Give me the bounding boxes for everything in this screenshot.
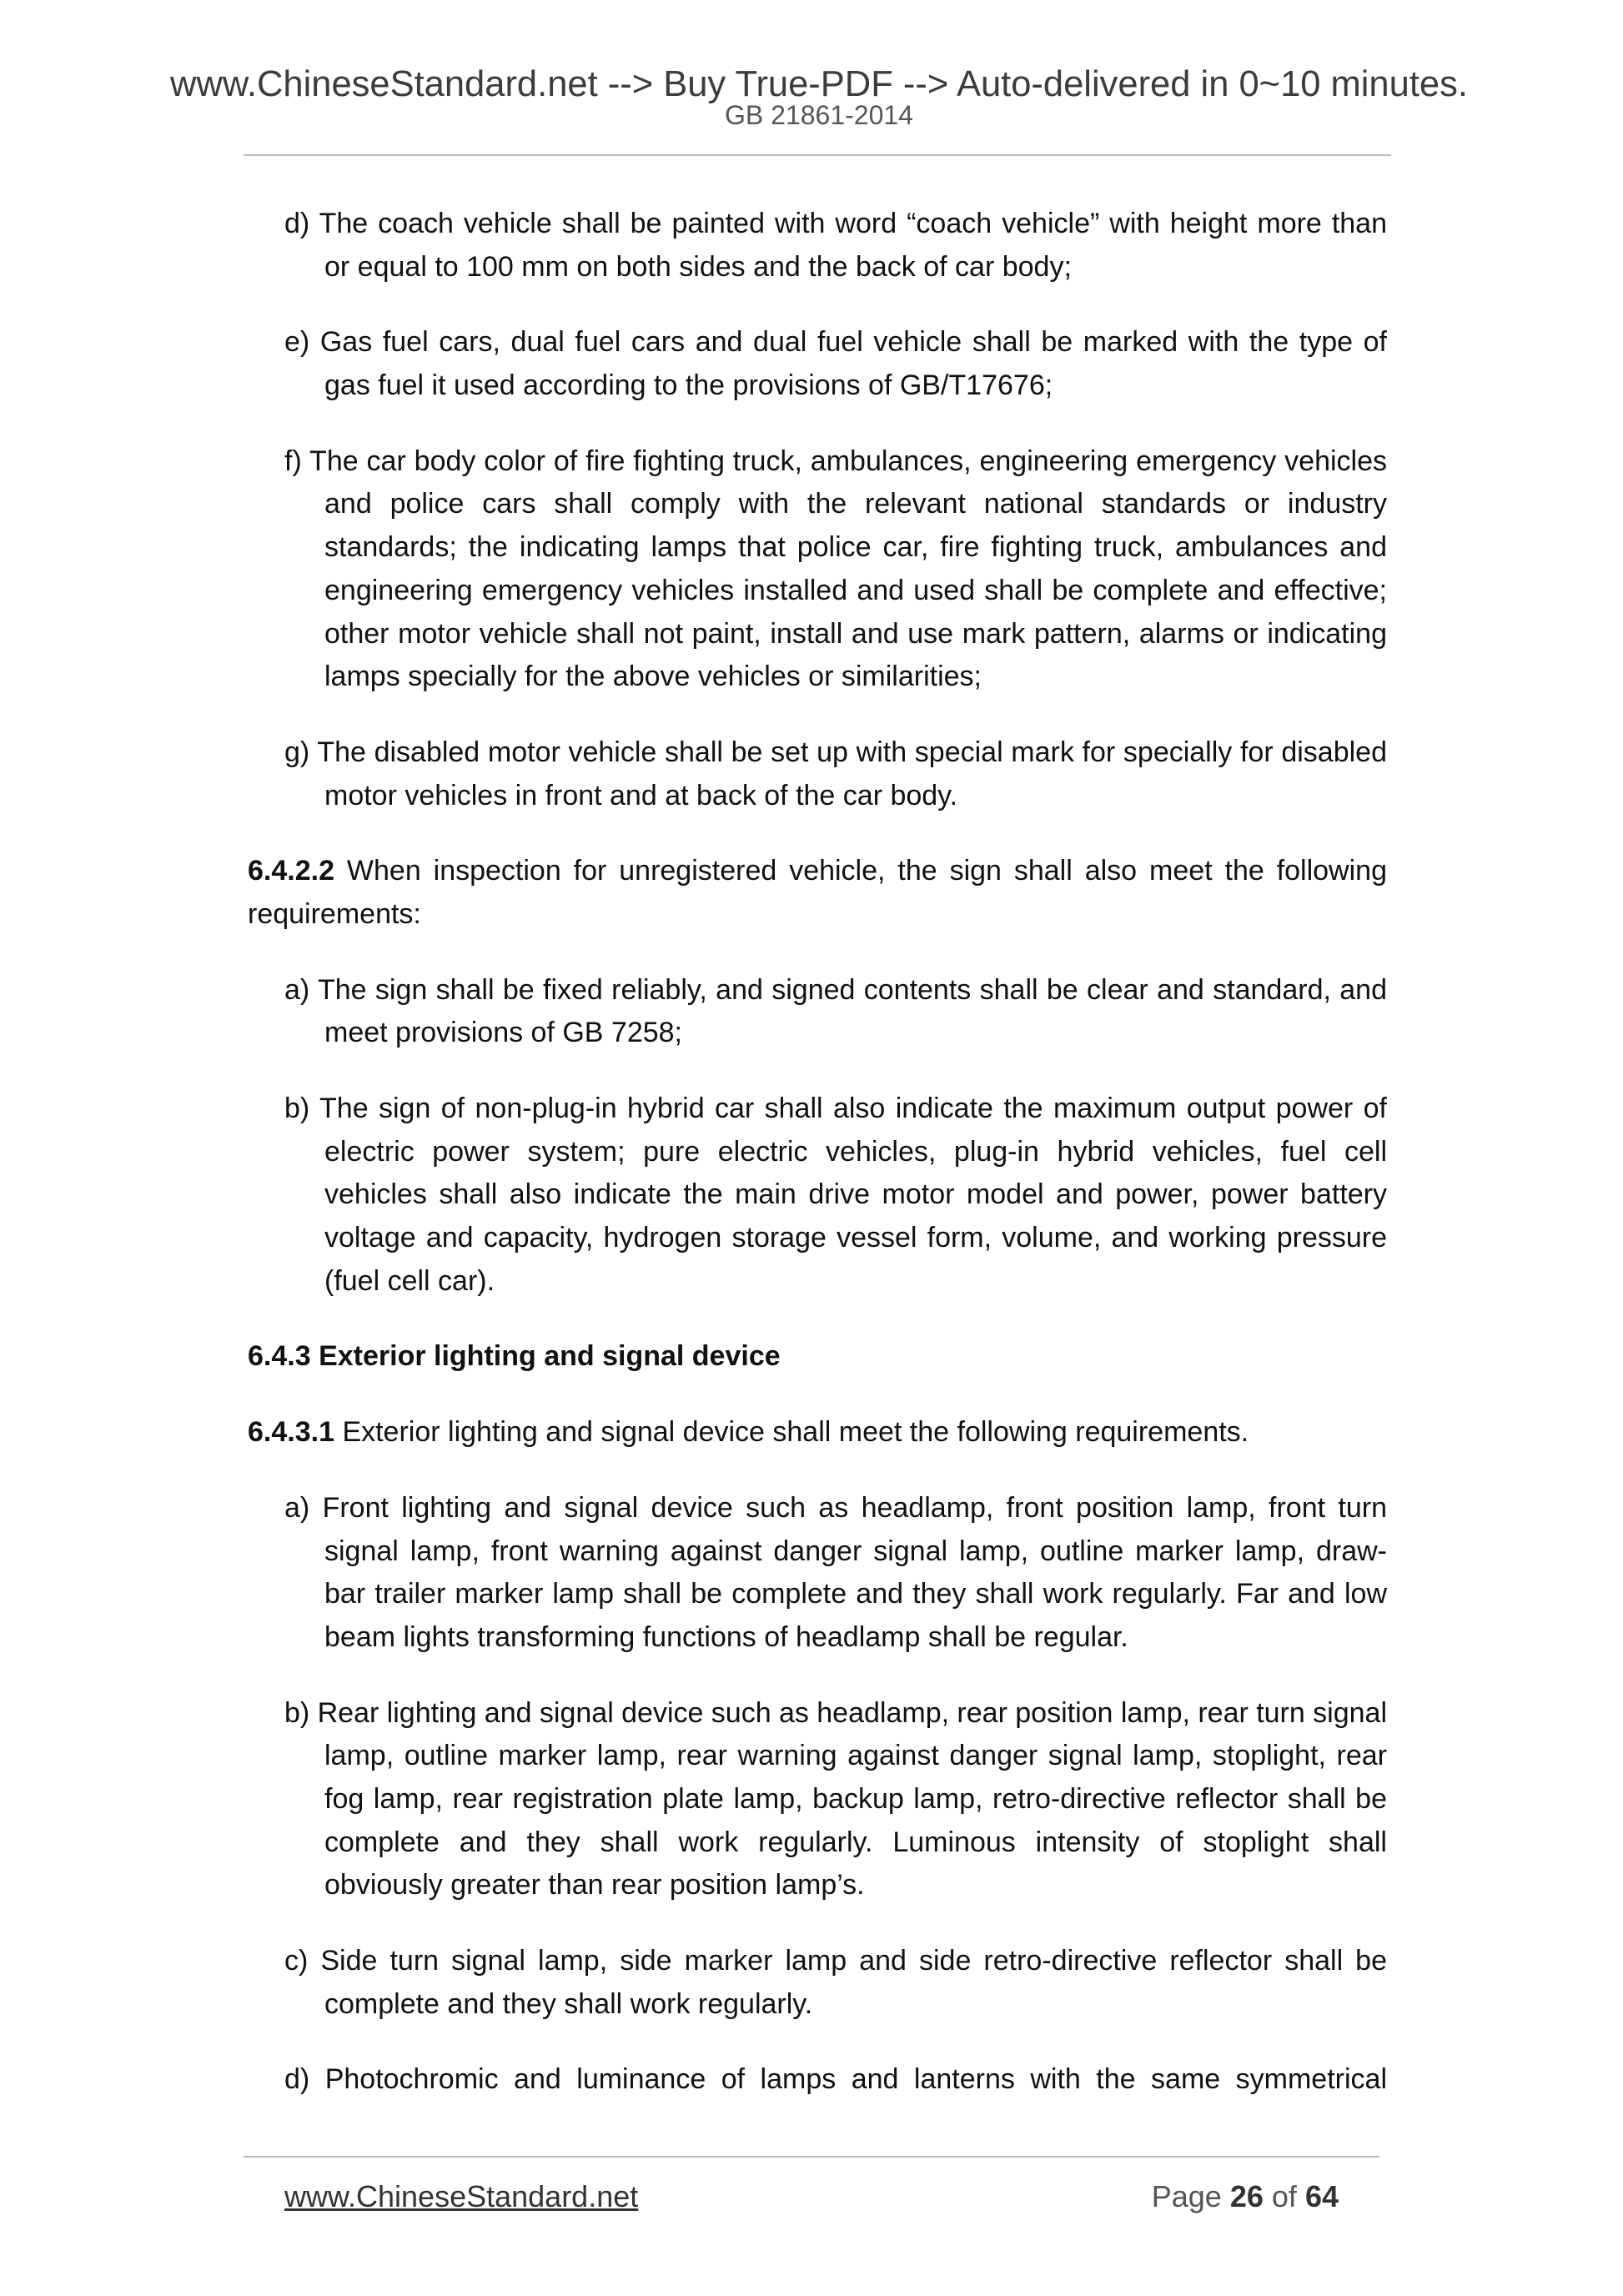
line-text [248, 1416, 1249, 1448]
text-line [324, 1217, 1387, 1260]
line-text: fog lamp, rear registration plate lamp, backup lamp, retro-directive reflector shall be [324, 1782, 1387, 1815]
line-text: gas fuel it used according to the provisions of GB/T17676; [324, 369, 1053, 402]
clause-6-4-2-2 [248, 850, 1387, 936]
section-number: 6.4.3 [248, 1340, 311, 1373]
text-line [248, 893, 1387, 937]
line-text: signal lamp, front warning against danger signal lamp, outline marker lamp, draw- [324, 1535, 1387, 1567]
text-line [284, 440, 1387, 484]
line-text: b) The sign of non-plug-in hybrid car shall also indicate the maximum output power of [284, 1093, 1387, 1124]
line-text: beam lights transforming functions of headlamp shall be regular. [324, 1620, 1128, 1653]
line-text [248, 1340, 781, 1372]
text-line [324, 1012, 1387, 1055]
line-text: lamps specially for the above vehicles or similarities; [324, 661, 982, 693]
text-line [324, 1616, 1387, 1660]
text-line [248, 850, 1387, 893]
text-line [324, 1530, 1387, 1574]
text-line [284, 1692, 1387, 1736]
clause-6-4-2-2-item-a [248, 969, 1387, 1055]
text-line [284, 731, 1387, 775]
line-text: d) Photochromic and luminance of lamps and lanterns with the same symmetrical [284, 2063, 1387, 2096]
text-line [324, 1573, 1387, 1616]
line-text: other motor vehicle shall not paint, install and use mark pattern, alarms or indicating [324, 617, 1387, 650]
clause-6-4-3-1-item-b [248, 1692, 1387, 1907]
text-line [324, 483, 1387, 526]
line-text: (fuel cell car). [324, 1264, 495, 1297]
text-line [284, 1487, 1387, 1530]
line-text: a) The sign shall be fixed reliably, and signed contents shall be clear and standard, and [284, 973, 1387, 1006]
total-pages: 64 [1304, 2179, 1339, 2213]
text-line [324, 1173, 1387, 1217]
line-text: bar trailer marker lamp shall be complete and they shall work regularly. Far and low [324, 1578, 1387, 1610]
clause-number: 6.4.2.2 [248, 855, 334, 887]
header-rule [244, 154, 1391, 156]
section-title: Exterior lighting and signal device [319, 1340, 781, 1373]
page-label: Page [1151, 2179, 1222, 2213]
line-text: a) Front lighting and signal device such as headlamp, front position lamp, front turn [284, 1491, 1387, 1524]
line-text: standards; the indicating lamps that police car, fire fighting truck, ambulances and [324, 531, 1387, 564]
clause-text: When inspection for unregistered vehicle, the sign shall also meet the following [346, 855, 1387, 887]
clause-6-4-3-1-item-c [248, 1940, 1387, 2026]
current-page: 26 [1229, 2179, 1264, 2213]
header-banner: www.ChineseStandard.net --> Buy True-PDF --> Auto-delivered in 0~10 minutes. [170, 64, 1468, 104]
line-text: complete and they shall work regularly. Luminous intensity of stoplight shall [324, 1826, 1387, 1858]
text-line [324, 246, 1387, 289]
text-line [324, 1821, 1387, 1865]
clause-6-4-3-1-item-d [248, 2058, 1387, 2102]
clause-6-4-3-1 [248, 1411, 1387, 1454]
text-line [324, 1778, 1387, 1821]
clause-text: Exterior lighting and signal device shall meet the following requirements. [342, 1416, 1249, 1449]
text-line [324, 526, 1387, 570]
line-text: voltage and capacity, hydrogen storage vessel form, volume, and working pressure [324, 1222, 1387, 1254]
line-text: b) Rear lighting and signal device such as headlamp, rear position lamp, rear turn signal [284, 1696, 1387, 1729]
text-line [248, 1411, 1387, 1454]
line-text: engineering emergency vehicles installed and used shall be complete and effective; [324, 574, 1387, 606]
text-line [324, 570, 1387, 613]
text-line [284, 2058, 1387, 2102]
standard-code: GB 21861-2014 [725, 100, 913, 130]
text-line [324, 364, 1387, 408]
text-line [324, 1735, 1387, 1778]
text-line [324, 613, 1387, 656]
line-text: requirements: [248, 897, 421, 930]
clause-6-4-2-2-item-b [248, 1088, 1387, 1303]
line-text: and police cars shall comply with the relevant national standards or industry [324, 488, 1387, 520]
line-text: lamp, outline marker lamp, rear warning against danger signal lamp, stoplight, rear [324, 1740, 1387, 1772]
clause-number: 6.4.3.1 [248, 1416, 334, 1449]
footer-rule [244, 2156, 1379, 2158]
text-line [284, 203, 1387, 246]
list-item-g [248, 731, 1387, 817]
section-heading-6-4-3 [248, 1335, 1387, 1379]
list-item-d [248, 203, 1387, 289]
clause-6-4-3-1-item-a [248, 1487, 1387, 1660]
text-line [324, 775, 1387, 818]
line-text: c) Side turn signal lamp, side marker lamp and side retro-directive reflector shall be [284, 1945, 1387, 1977]
line-text [248, 855, 1387, 887]
line-text: complete and they shall work regularly. [324, 1987, 813, 2020]
page-body [248, 203, 1387, 2134]
text-line [324, 1260, 1387, 1304]
of-label: of [1271, 2179, 1297, 2213]
section-heading [248, 1335, 1387, 1379]
line-text: vehicles shall also indicate the main drive motor model and power, power battery [324, 1178, 1387, 1211]
line-text: g) The disabled motor vehicle shall be set up with special mark for specially for disabled [284, 736, 1387, 768]
text-line [284, 1088, 1387, 1131]
page-number [1151, 2179, 1339, 2213]
line-text: or equal to 100 mm on both sides and the back of car body; [324, 250, 1072, 283]
line-text: electric power system; pure electric vehicles, plug-in hybrid vehicles, fuel cell [324, 1135, 1387, 1168]
text-line [284, 1940, 1387, 1983]
list-item-f [248, 440, 1387, 699]
line-text: meet provisions of GB 7258; [324, 1017, 683, 1049]
text-line [324, 656, 1387, 699]
line-text: obviously greater than rear position lamp’s. [324, 1869, 865, 1902]
text-line [324, 1864, 1387, 1907]
line-text: f) The car body color of fire fighting truck, ambulances, engineering emergency vehicles [284, 445, 1387, 477]
line-text: e) Gas fuel cars, dual fuel cars and dual fuel vehicle shall be marked with the type of [284, 326, 1387, 359]
footer-site-link[interactable]: www.ChineseStandard.net [284, 2179, 639, 2213]
text-line [324, 1983, 1387, 2027]
text-line [284, 969, 1387, 1012]
text-line [324, 1131, 1387, 1174]
list-item-e [248, 321, 1387, 407]
text-line [284, 321, 1387, 364]
line-text: motor vehicles in front and at back of the car body. [324, 779, 958, 811]
line-text: d) The coach vehicle shall be painted with word “coach vehicle” with height more than [284, 208, 1387, 239]
